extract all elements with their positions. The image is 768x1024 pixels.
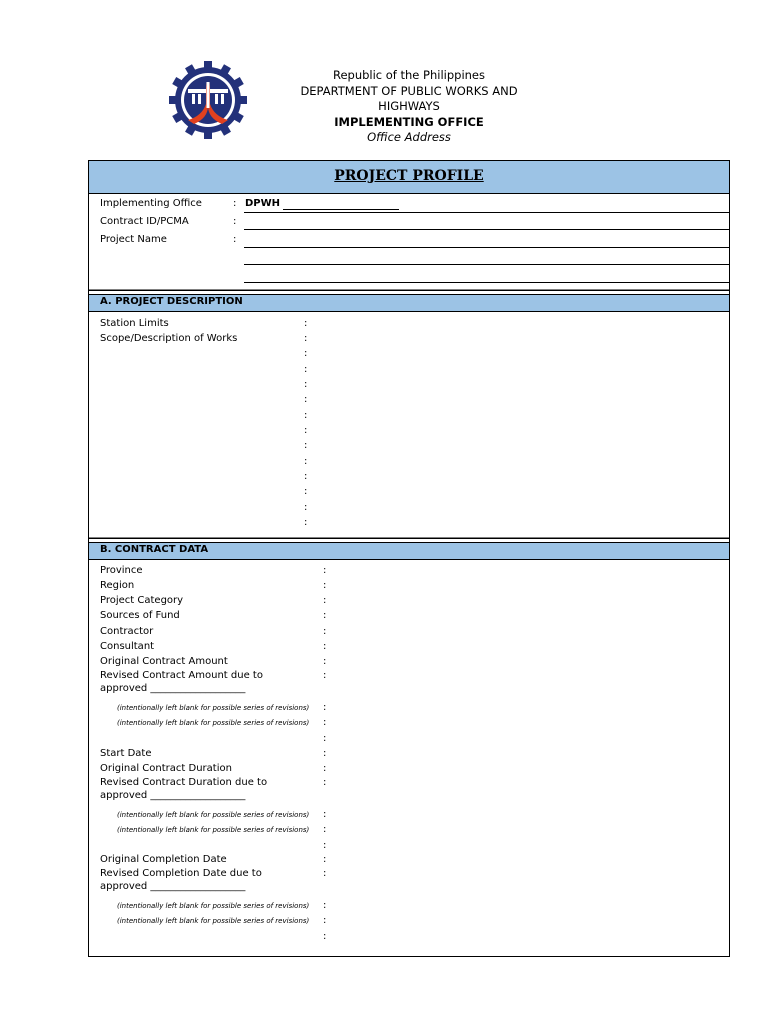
- start-date-label: Start Date: [100, 748, 152, 759]
- original-contract-amount-label: Original Contract Amount: [100, 656, 228, 667]
- implementing-office-label: Implementing Office: [100, 198, 202, 209]
- header-office-address: Office Address: [367, 130, 451, 144]
- implementing-office-underline[interactable]: [283, 209, 399, 210]
- colon: :: [304, 425, 308, 436]
- blank-note: (intentionally left blank for possible series of revisions): [117, 811, 310, 819]
- colon: :: [304, 364, 308, 375]
- colon: :: [323, 868, 327, 879]
- colon: :: [323, 717, 327, 728]
- contract-id-label: Contract ID/PCMA: [100, 216, 189, 227]
- colon: :: [233, 216, 237, 227]
- sources-of-fund-label: Sources of Fund: [100, 610, 180, 621]
- blank-note: (intentionally left blank for possible series of revisions): [117, 719, 310, 727]
- colon: :: [323, 931, 327, 942]
- colon: :: [323, 656, 327, 667]
- colon: :: [323, 670, 327, 681]
- colon: :: [304, 318, 308, 329]
- revised-contract-amount-label: Revised Contract Amount due to: [100, 670, 263, 681]
- colon: :: [323, 610, 327, 621]
- colon: :: [304, 410, 308, 421]
- colon: :: [323, 777, 327, 788]
- blank-note: (intentionally left blank for possible series of revisions): [117, 917, 310, 925]
- revised-contract-duration-label: Revised Contract Duration due to: [100, 777, 268, 788]
- revised-contract-duration-approved: approved ___________________: [100, 790, 246, 801]
- colon: :: [323, 733, 327, 744]
- header-department: DEPARTMENT OF PUBLIC WORKS AND HIGHWAYS: [300, 83, 518, 113]
- scope-label: Scope/Description of Works: [100, 333, 238, 344]
- revised-completion-date-approved: approved ___________________: [100, 881, 246, 892]
- original-contract-duration-label: Original Contract Duration: [100, 763, 232, 774]
- section-a-title: A. PROJECT DESCRIPTION: [100, 296, 243, 307]
- section-b-title: B. CONTRACT DATA: [100, 544, 209, 555]
- project-name-field-1[interactable]: [244, 247, 729, 248]
- colon: :: [233, 198, 237, 209]
- colon: :: [323, 840, 327, 851]
- colon: :: [323, 915, 327, 926]
- colon: :: [304, 502, 308, 513]
- colon: :: [304, 333, 308, 344]
- colon: :: [323, 702, 327, 713]
- colon: :: [323, 809, 327, 820]
- colon: :: [323, 565, 327, 576]
- colon: :: [304, 440, 308, 451]
- contract-id-field[interactable]: [244, 229, 729, 230]
- colon: :: [304, 471, 308, 482]
- form-title: PROJECT PROFILE: [334, 168, 484, 184]
- document-header: [270, 68, 548, 146]
- colon: :: [323, 580, 327, 591]
- header-republic: Republic of the Philippines: [332, 68, 486, 82]
- project-category-label: Project Category: [100, 595, 184, 606]
- contractor-label: Contractor: [100, 626, 154, 637]
- colon: :: [323, 626, 327, 637]
- colon: :: [323, 641, 327, 652]
- revised-completion-date-label: Revised Completion Date due to: [100, 868, 262, 879]
- colon: :: [304, 456, 308, 467]
- blank-note: (intentionally left blank for possible series of revisions): [117, 902, 310, 910]
- dpwh-seal-icon: [168, 60, 248, 140]
- colon: :: [323, 595, 327, 606]
- colon: :: [323, 748, 327, 759]
- project-name-field-3[interactable]: [244, 282, 729, 283]
- section-b-band: [89, 542, 729, 560]
- colon: :: [323, 763, 327, 774]
- project-name-label: Project Name: [100, 234, 167, 245]
- province-label: Province: [100, 565, 143, 576]
- colon: :: [233, 234, 237, 245]
- implementing-office-value: DPWH: [245, 198, 281, 209]
- header-implementing-office: IMPLEMENTING OFFICE: [334, 114, 484, 129]
- colon: :: [304, 517, 308, 528]
- colon: :: [323, 854, 327, 865]
- form-rule: [244, 212, 729, 213]
- project-name-field-2[interactable]: [244, 264, 729, 265]
- section-a-band: [89, 294, 729, 312]
- station-limits-label: Station Limits: [100, 318, 169, 329]
- colon: :: [304, 486, 308, 497]
- project-profile-form: [88, 160, 730, 957]
- colon: :: [323, 824, 327, 835]
- colon: :: [323, 900, 327, 911]
- blank-note: (intentionally left blank for possible series of revisions): [117, 704, 310, 712]
- colon: :: [304, 394, 308, 405]
- title-band: [89, 161, 729, 194]
- blank-note: (intentionally left blank for possible series of revisions): [117, 826, 310, 834]
- region-label: Region: [100, 580, 135, 591]
- colon: :: [304, 348, 308, 359]
- colon: :: [304, 379, 308, 390]
- revised-contract-amount-approved: approved ___________________: [100, 683, 246, 694]
- consultant-label: Consultant: [100, 641, 155, 652]
- original-completion-date-label: Original Completion Date: [100, 854, 227, 865]
